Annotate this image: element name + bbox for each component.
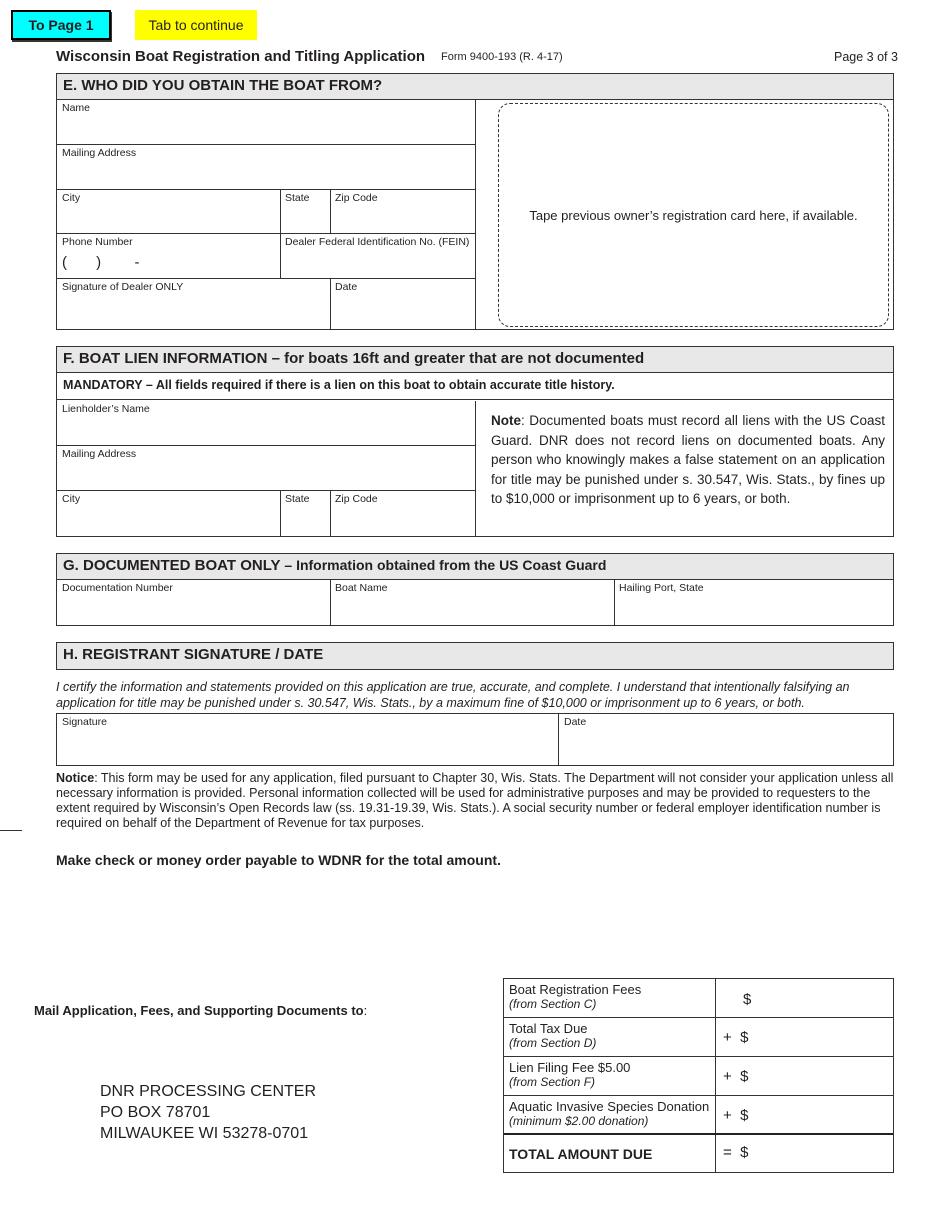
section-f-header: F. BOAT LIEN INFORMATION – for boats 16ft and greater that are not documented: [57, 347, 893, 373]
subtitle: – Information obtained from the US Coast Guard: [280, 557, 607, 573]
page-number: Page 3 of 3: [834, 50, 898, 64]
fees-table: [503, 978, 894, 1173]
label: Zip Code: [335, 493, 378, 505]
boat-name-field[interactable]: [330, 580, 615, 626]
label: Signature: [62, 716, 107, 728]
documentation-number-field[interactable]: [57, 580, 331, 626]
registrant-signature-field[interactable]: [57, 714, 559, 765]
seller-city-field[interactable]: [57, 190, 281, 234]
tax-due-amount-field[interactable]: + $: [715, 1018, 893, 1056]
registrant-date-field[interactable]: [559, 714, 893, 765]
privacy-notice: [56, 771, 896, 831]
form-title: Wisconsin Boat Registration and Titling Application: [56, 48, 426, 65]
lien-note: [491, 411, 885, 509]
address-line: MILWAUKEE WI 53278-0701: [100, 1125, 309, 1142]
fee-label: Total Tax Due (from Section D): [509, 1021, 597, 1050]
hailing-port-field[interactable]: [614, 580, 893, 626]
seller-address-field[interactable]: [57, 145, 476, 190]
seller-name-field[interactable]: [57, 100, 476, 145]
fee-label: Aquatic Invasive Species Donation (minimum $2.00 donation): [509, 1099, 710, 1128]
total-row: [504, 1135, 893, 1172]
address-line: PO BOX 78701: [100, 1104, 211, 1121]
label: State: [285, 493, 310, 505]
label: Mailing Address: [62, 448, 137, 460]
label: Boat Name: [335, 582, 388, 594]
form-number: Form 9400-193 (R. 4-17): [441, 51, 563, 63]
label: Signature of Dealer ONLY: [62, 281, 184, 293]
lienholder-address-field[interactable]: [57, 446, 476, 491]
ais-donation-amount-field[interactable]: + $: [715, 1096, 893, 1133]
mail-label: Mail Application, Fees, and Supporting Documents to:: [34, 1003, 368, 1018]
label: Name: [62, 102, 91, 114]
label: State: [285, 192, 310, 204]
total-amount-field[interactable]: = $: [715, 1135, 893, 1172]
fee-label: Boat Registration Fees (from Section C): [509, 982, 642, 1011]
certification-text: I certify the information and statements provided on this application are true, accurate, and complete. I understand that intentionally falsifying an application for title may be punished under s. 30.547, Wis. Stats., by a maximum fine of $10,000 or imprisonment up to 6 years, or both.: [56, 680, 850, 710]
address-line: DNR PROCESSING CENTER: [100, 1083, 317, 1100]
fee-label: Lien Filing Fee $5.00 (from Section F): [509, 1060, 631, 1089]
seller-phone-field[interactable]: [57, 234, 281, 279]
section-h-header: H. REGISTRANT SIGNATURE / DATE: [57, 643, 893, 669]
to-page-1-button[interactable]: To Page 1: [11, 10, 111, 40]
section-g: [56, 553, 894, 626]
registration-fees-amount-field[interactable]: $: [715, 979, 893, 1017]
mandatory-notice: MANDATORY – All fields required if there is a lien on this boat to obtain accurate title history.: [57, 373, 893, 400]
section-g-header: [57, 554, 893, 580]
note-text: : Documented boats must record all liens with the US Coast Guard. DNR does not record liens on documented boats. Any person who knowingly makes a false statement on an application for title may be punished under s. 30.547, Wis. Stats., by fines up to $10,000 or imprisonment up to 6 years, or both.: [491, 413, 885, 506]
section-f: [56, 346, 894, 537]
label: Date: [564, 716, 587, 728]
notice-text: : This form may be used for any application, filed pursuant to Chapter 30, Wis. Stats. The Department will not consider your application unless all necessary information is provided. Personal information collected will be used for administrative purposes and may be provided to requesters to the extent required by Wisconsin’s Open Records law (ss. 19.31-19.39, Wis. Stats.). A social security number or federal employer identification number is required on behalf of the Department of Revenue for tax purposes.: [56, 771, 894, 830]
title: G. DOCUMENTED BOAT ONLY: [63, 557, 281, 574]
registration-card-tape-area: [498, 103, 889, 327]
total-label: TOTAL AMOUNT DUE: [509, 1146, 653, 1162]
dealer-signature-field[interactable]: [57, 279, 331, 330]
section-h: [56, 642, 894, 670]
mailing-address: [100, 1081, 316, 1144]
fee-row-tax-due: [504, 1018, 893, 1057]
tape-instruction: Tape previous owner’s registration card here, if available.: [529, 207, 858, 223]
fee-row-lien-fee: [504, 1057, 893, 1096]
seller-zip-field[interactable]: [330, 190, 476, 234]
phone-mask: ( ) -: [62, 254, 140, 271]
label: Lienholder’s Name: [62, 403, 150, 415]
tab-to-continue-button[interactable]: Tab to continue: [135, 10, 257, 40]
registrant-signature-box: [56, 713, 894, 766]
lienholder-city-field[interactable]: [57, 491, 281, 537]
margin-mark: [0, 830, 22, 831]
fee-row-registration-fees: [504, 979, 893, 1018]
label: Hailing Port, State: [619, 582, 704, 594]
seller-state-field[interactable]: [280, 190, 331, 234]
lienholder-zip-field[interactable]: [330, 491, 476, 537]
label: Date: [335, 281, 358, 293]
note-label: Note: [491, 413, 521, 428]
label: Mailing Address: [62, 147, 137, 159]
label: City: [62, 192, 81, 204]
notice-label: Notice: [56, 771, 95, 785]
label: City: [62, 493, 81, 505]
lien-fee-amount-field[interactable]: + $: [715, 1057, 893, 1095]
section-e: [56, 73, 894, 330]
label: Phone Number: [62, 236, 133, 248]
lienholder-name-field[interactable]: [57, 401, 476, 446]
label: Zip Code: [335, 192, 378, 204]
section-e-header: E. WHO DID YOU OBTAIN THE BOAT FROM?: [57, 74, 893, 100]
label: Documentation Number: [62, 582, 173, 594]
lienholder-state-field[interactable]: [280, 491, 331, 537]
fein-field[interactable]: [280, 234, 476, 279]
payable-instruction: Make check or money order payable to WDNR for the total amount.: [56, 852, 501, 868]
dealer-date-field[interactable]: [330, 279, 476, 330]
fee-row-ais-donation: [504, 1096, 893, 1135]
label: Dealer Federal Identification No. (FEIN): [285, 236, 470, 248]
